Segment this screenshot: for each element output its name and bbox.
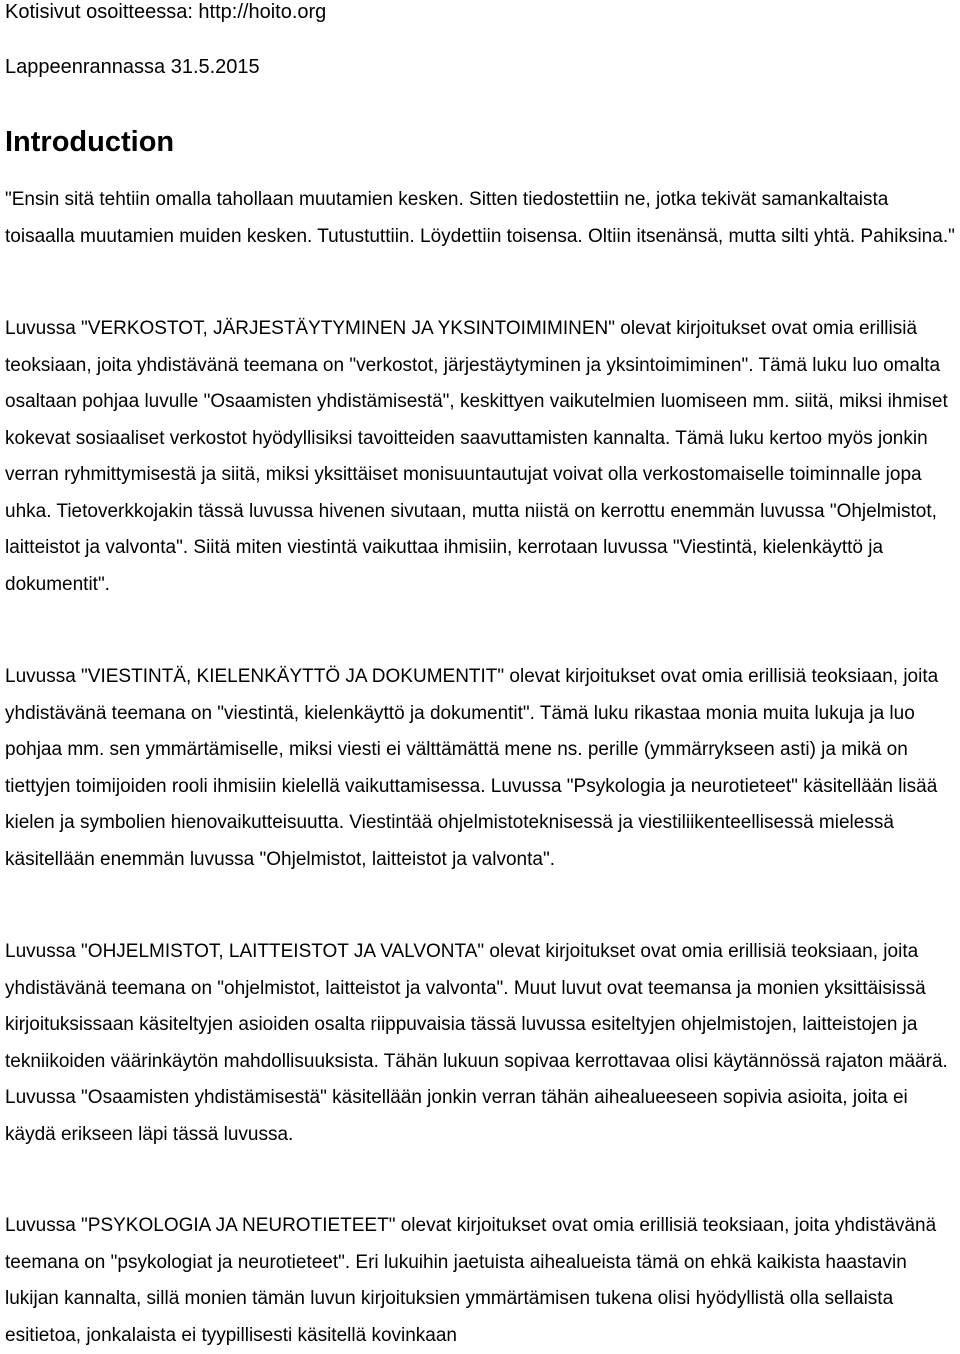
quote-paragraph: "Ensin sitä tehtiin omalla tahollaan muutamien kesken. Sitten tiedostettiin ne, jotka tekivät samankaltaista toisaalla muutamien muiden kesken. Tutustuttiin. Löydettiin toisensa. Oltiin itsenänsä, mutta silti yhtä. Pahiksina."	[5, 189, 955, 247]
paragraph-psykologia: Luvussa "PSYKOLOGIA JA NEUROTIETEET" olevat kirjoitukset ovat omia erillisiä teoksiaan, joita yhdistävänä teemana on "psykologiat ja neurotieteet". Eri lukuihin jaetuista aihealueista tämä on ehkä kaikista haastavin lukijan kannalta, sillä monien tämän luvun kirjoituksien ymmärtämisen tukena olisi hyödyllistä olla sellaista esitietoa, jonkalaista ei tyypillisesti käsitellä kovinkaan	[5, 1215, 937, 1346]
place-date-line: Lappeenrannassa 31.5.2015	[5, 56, 260, 78]
source-website-line: Kotisivut osoitteessa: http://hoito.org	[5, 1, 327, 23]
paragraph-ohjelmistot: Luvussa "OHJELMISTOT, LAITTEISTOT JA VALVONTA" olevat kirjoitukset ovat omia erillisiä teoksiaan, joita yhdistävänä teemana on "ohjelmistot, laitteistot ja valvonta". Muut luvut ovat teemansa ja monien yksittäisissä kirjoituksissaan käsiteltyjen asioiden osalta riippuvaisia tässä luvussa esiteltyjen ohjelmistojen, laitteistojen ja tekniikoiden väärinkäytön mahdollisuuksista. Tähän lukuun sopivaa kerrottavaa olisi käytännössä rajaton määrä. Luvussa "Osaamisten yhdistämisestä" käsitellään jonkin verran tähän aihealueeseen sopivia asioita, joita ei käydä erikseen läpi tässä luvussa.	[5, 941, 948, 1145]
paragraph-viestinta: Luvussa "VIESTINTÄ, KIELENKÄYTTÖ JA DOKUMENTIT" olevat kirjoitukset ovat omia erillisiä teoksiaan, joita yhdistävänä teemana on "viestintä, kielenkäyttö ja dokumentit". Tämä luku rikastaa monia muita lukuja ja luo pohjaa mm. sen ymmärtämiselle, miksi viesti ei välttämättä mene ns. perille (ymmärrykseen asti) ja mikä on tiettyjen toimijoiden rooli ihmisiin kielellä vaikuttamisessa. Luvussa "Psykologia ja neurotieteet" käsitellään lisää kielen ja symbolien hienovaikutteisuutta. Viestintää ohjelmistoteknisessä ja viestiliikenteellisessä mielessä käsitellään enemmän luvussa "Ohjelmistot, laitteistot ja valvonta".	[5, 666, 939, 870]
section-title: Introduction	[5, 126, 175, 158]
paragraph-verkostot: Luvussa "VERKOSTOT, JÄRJESTÄYTYMINEN JA YKSINTOIMIMINEN" olevat kirjoitukset ovat omia erillisiä teoksiaan, joita yhdistävänä teemana on "verkostot, järjestäytyminen ja yksintoimiminen". Tämä luku luo omalta osaltaan pohjaa luvulle "Osaamisten yhdistämisestä", keskittyen vaikutelmien luomiseen mm. siitä, miksi ihmiset kokevat sosiaaliset verkostot hyödyllisiksi tavoitteiden saavuttamisten kannalta. Tämä luku kertoo myös jonkin verran ryhmittymisestä ja siitä, miksi yksittäiset monisuuntautujat voivat olla verkostomaiselle toiminnalle jopa uhka. Tietoverkkojakin tässä luvussa hivenen sivutaan, mutta niistä on kerrottu enemmän luvussa "Ohjelmistot, laitteistot ja valvonta". Siitä miten viestintä vaikuttaa ihmisiin, kerrotaan luvussa "Viestintä, kielenkäyttö ja dokumentit".	[5, 318, 948, 595]
